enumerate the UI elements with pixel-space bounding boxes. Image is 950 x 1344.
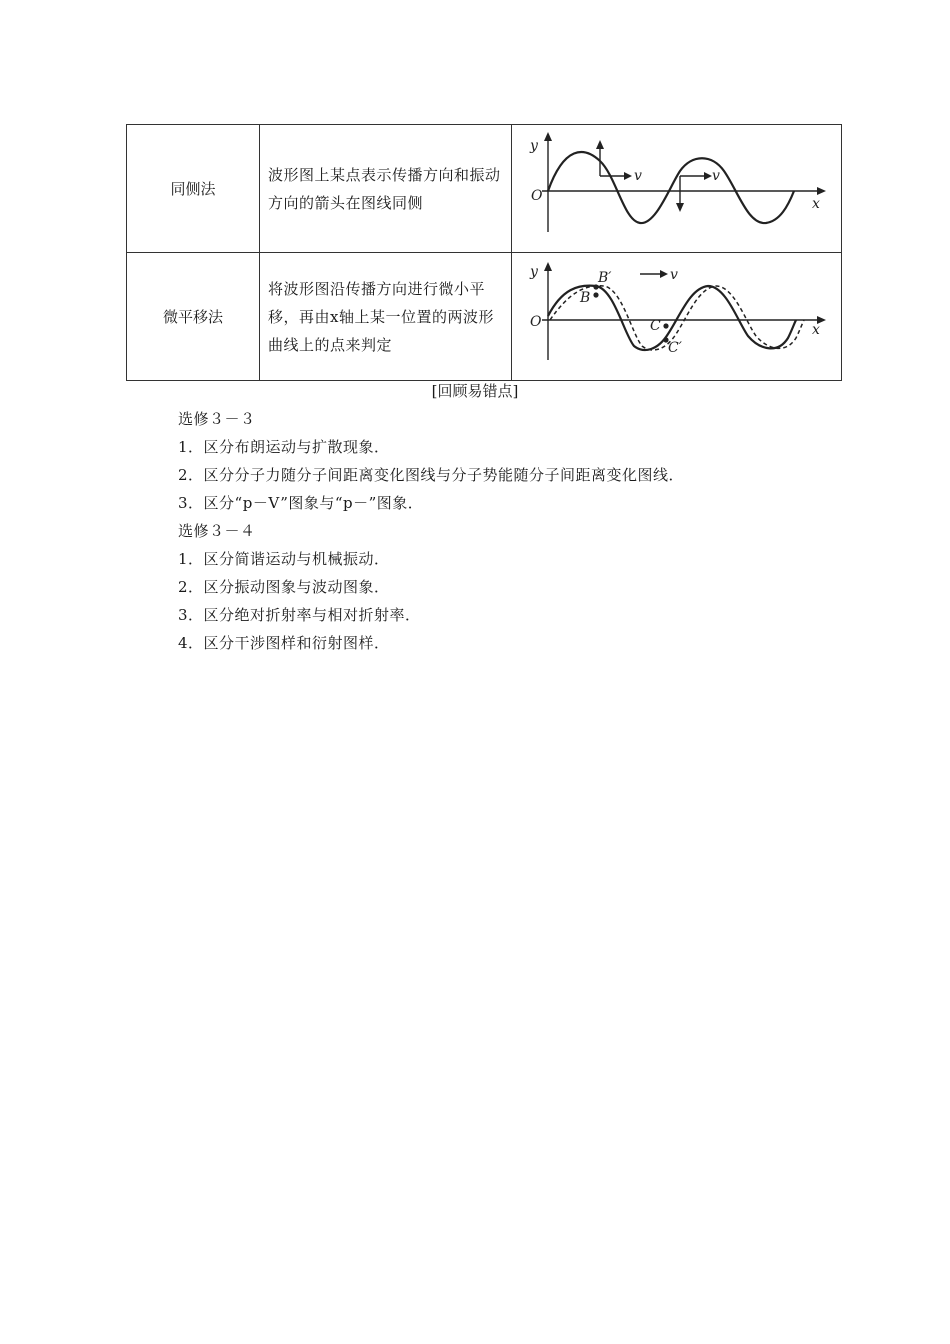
wave-figure-cell (512, 125, 842, 253)
method-table (126, 124, 842, 381)
velocity-label: v (670, 266, 678, 283)
point-c-label: C (650, 317, 661, 334)
method-description: 波形图上某点表示传播方向和振动方向的箭头在图线同侧 (268, 165, 501, 212)
shift-wave-figure (512, 254, 841, 380)
point-b-prime-label: B′ (598, 269, 612, 286)
list-item: 2．区分振动图象与波动图象． (178, 578, 390, 596)
method-name-cell (127, 125, 260, 253)
y-axis-label: y (530, 137, 538, 154)
list-item: 2．区分分子力随分子间距离变化图线与分子势能随分子间距离变化图线． (178, 466, 685, 484)
method-name-cell (127, 253, 260, 381)
point-c-prime-label: C′ (668, 339, 682, 356)
arrowhead (624, 172, 632, 180)
point-b-label: B (580, 289, 591, 306)
arrowhead (660, 270, 668, 278)
y-axis-arrowhead (544, 132, 552, 141)
wave-curve (548, 152, 794, 223)
x-axis-label: x (812, 321, 820, 338)
y-axis-label: y (530, 263, 538, 280)
method-description-cell (260, 125, 512, 253)
method-name: 同侧法 (170, 180, 216, 198)
list-item: 4．区分干涉图样和衍射图样． (178, 634, 390, 652)
list-item: 3．区分“p－V”图象与“p－”图象． (178, 494, 424, 512)
arrowhead (704, 172, 712, 180)
y-axis-arrowhead (544, 262, 552, 271)
section-title: 选修３－４ (178, 522, 256, 540)
list-item: 1．区分布朗运动与扩散现象． (178, 438, 390, 456)
velocity-label: v (712, 167, 720, 184)
section-title: 选修３－３ (178, 410, 256, 428)
velocity-label: v (634, 167, 642, 184)
point-b (593, 292, 598, 297)
section-heading: [回顾易错点] (431, 382, 519, 400)
arrowhead (676, 203, 684, 212)
table-row (127, 125, 842, 253)
origin-label: O (530, 313, 542, 330)
x-axis-label: x (812, 195, 820, 212)
table-row (127, 253, 842, 381)
origin-label: O (531, 187, 543, 204)
point-c (663, 323, 668, 328)
x-axis-arrowhead (817, 187, 826, 195)
arrowhead (596, 140, 604, 149)
same-side-wave-figure (512, 126, 841, 252)
list-item: 1．区分简谐运动与机械振动． (178, 550, 390, 568)
method-description-cell (260, 253, 512, 381)
method-name: 微平移法 (162, 308, 223, 326)
method-description: 将波形图沿传播方向进行微小平移，再由x轴上某一位置的两波形曲线上的点来判定 (268, 279, 494, 354)
wave-figure-cell (512, 253, 842, 381)
list-item: 3．区分绝对折射率与相对折射率． (178, 606, 421, 624)
